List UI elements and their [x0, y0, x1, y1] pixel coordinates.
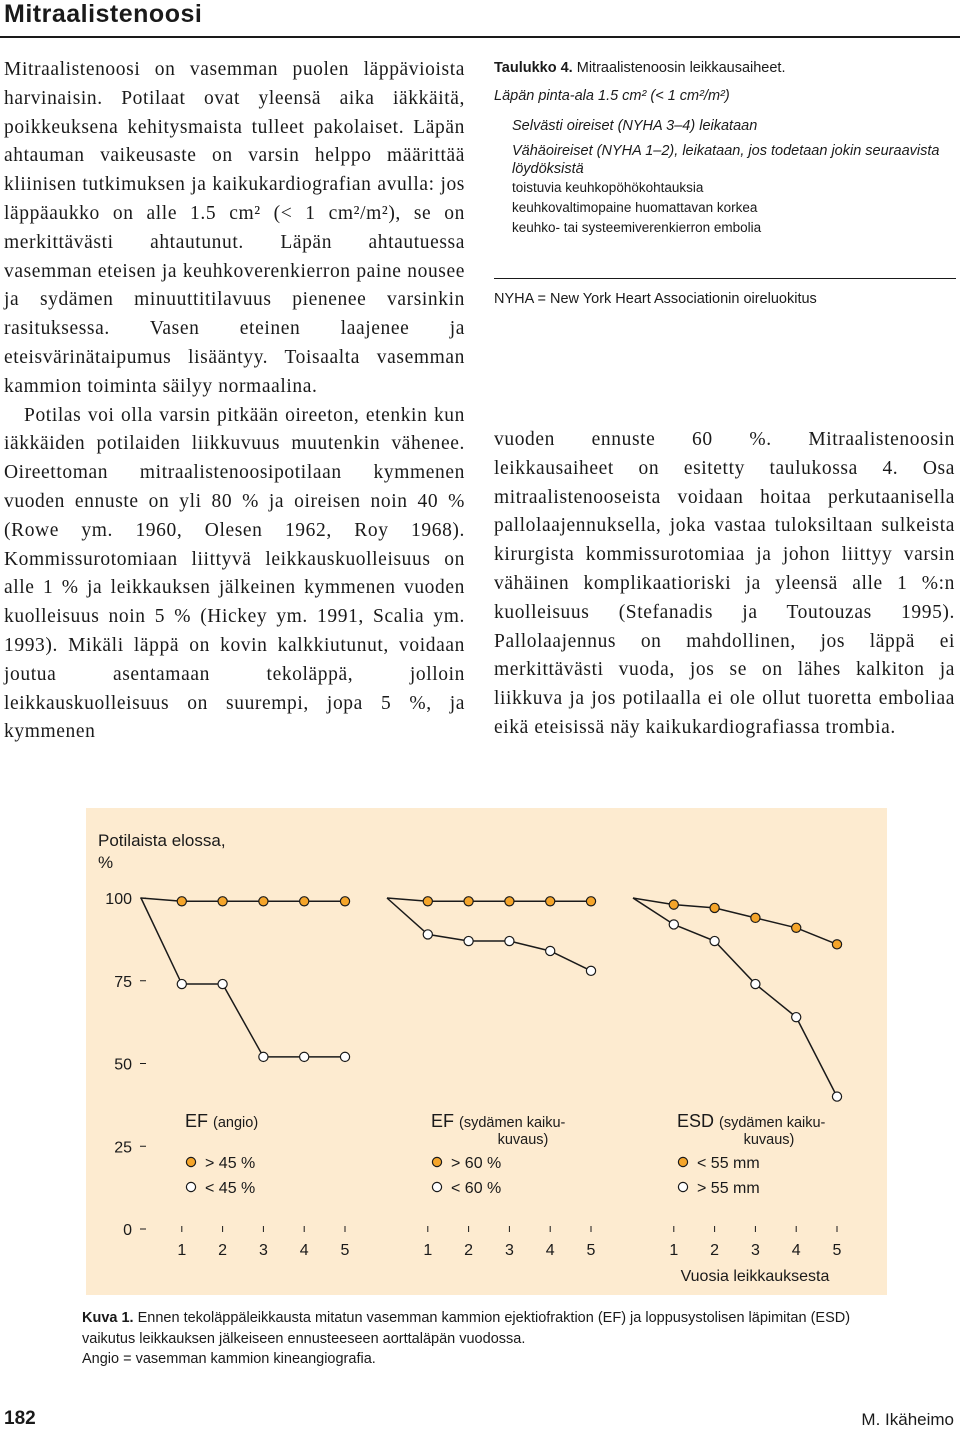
- x-tick-label: 2: [710, 1242, 720, 1259]
- x-tick-label: 4: [299, 1242, 309, 1259]
- table-heading: Läpän pinta-ala 1.5 cm² (< 1 cm²/m²): [494, 88, 730, 104]
- left-paragraph-2: Potilas voi olla varsin pitkään oireeton, etenkin kun iäkkäiden potilaiden liikkuvuus muutenkin vähenee. Oireettoman mitraalistenoosipotilaan kymmenen vuoden ennuste on yli 80 % ja oireisen noin 40 % (Rowe ym. 1960, Olesen 1962, Roy 1968). Kommissurotomiaan liittyvä leikkauskuolleisuus on alle 1 % ja leikkauksen jälkeinen kymmenen vuoden kuolleisuus noin 5 % (Hickey ym. 1991, Scalia ym. 1993). Mikäli läppä on kovin kalkkiutunut, voidaan joutua asentamaan tekoläppä, jolloin leikkauskuolleisuus on suurempi, jopa 5 %, ja kymmenen: [4, 404, 465, 743]
- data-point: [423, 930, 432, 939]
- y-tick-label: 0: [123, 1222, 132, 1239]
- legend-label: > 45 %: [205, 1155, 256, 1172]
- data-point: [546, 946, 555, 955]
- legend-label: < 45 %: [205, 1180, 256, 1197]
- table-subitem: toistuvia keuhkopöhökohtauksia: [512, 180, 704, 195]
- x-tick-label: 1: [423, 1242, 433, 1259]
- legend-title: EF (angio): [185, 1111, 259, 1131]
- data-point: [546, 897, 555, 906]
- data-point: [710, 903, 719, 912]
- legend-label: < 60 %: [451, 1180, 502, 1197]
- data-point: [832, 1092, 841, 1101]
- x-tick-label: 4: [545, 1242, 555, 1259]
- data-point: [586, 966, 595, 975]
- data-point: [751, 979, 760, 988]
- x-tick-label: 1: [177, 1242, 187, 1259]
- series-line: [633, 898, 837, 1097]
- figure-caption-note: Angio = vasemman kammion kineangiografia.: [82, 1351, 376, 1367]
- x-tick-label: 1: [669, 1242, 679, 1259]
- legend-marker: [678, 1157, 687, 1166]
- legend-title: kuvaus): [743, 1132, 795, 1148]
- table-row-mild: Vähäoireiset (NYHA 1–2), leikataan, jos todetaan jokin seuraavista löydöksistä: [512, 143, 940, 177]
- legend-marker: [432, 1157, 441, 1166]
- table-caption-text: Mitraalistenoosin leikkausaiheet.: [576, 60, 786, 76]
- table-subitem: keuhko- tai systeemiverenkierron embolia: [512, 220, 762, 235]
- data-point: [259, 897, 268, 906]
- x-tick-label: 3: [258, 1242, 268, 1259]
- x-tick-label: 5: [586, 1242, 596, 1259]
- data-point: [792, 1013, 801, 1022]
- data-point: [259, 1052, 268, 1061]
- figure-caption: [82, 1308, 882, 1370]
- legend-label: < 55 mm: [697, 1155, 760, 1172]
- legend-marker: [678, 1182, 687, 1191]
- legend-label: > 60 %: [451, 1155, 502, 1172]
- y-tick-label: 75: [114, 973, 132, 991]
- data-point: [505, 936, 514, 945]
- table-subitem: keuhkovaltimopaine huomattavan korkea: [512, 200, 758, 215]
- author-name: M. Ikäheimo: [861, 1410, 954, 1429]
- data-point: [300, 1052, 309, 1061]
- x-tick-label: 2: [464, 1242, 474, 1259]
- legend-title: ESD (sydämen kaiku-: [677, 1111, 826, 1131]
- running-header-title: Mitraalistenoosi: [4, 0, 203, 28]
- x-tick-label: 3: [750, 1242, 760, 1259]
- data-point: [751, 913, 760, 922]
- data-point: [669, 900, 678, 909]
- table-footnote: NYHA = New York Heart Associationin oireluokitus: [494, 291, 817, 307]
- legend-title: kuvaus): [497, 1132, 549, 1148]
- x-tick-label: 2: [218, 1242, 228, 1259]
- y-tick-label: 25: [114, 1139, 132, 1157]
- page-number: 182: [4, 1408, 36, 1429]
- y-tick-label: 50: [114, 1056, 132, 1074]
- data-point: [177, 979, 186, 988]
- data-point: [710, 936, 719, 945]
- data-point: [300, 897, 309, 906]
- data-point: [218, 979, 227, 988]
- data-point: [586, 897, 595, 906]
- data-point: [505, 897, 514, 906]
- series-line: [141, 898, 345, 1057]
- legend-marker: [432, 1182, 441, 1191]
- legend-title: EF (sydämen kaiku-: [431, 1111, 566, 1131]
- x-tick-label: 3: [504, 1242, 514, 1259]
- data-point: [832, 940, 841, 949]
- series-line: [141, 898, 345, 901]
- legend-label: > 55 mm: [697, 1180, 760, 1197]
- data-point: [218, 897, 227, 906]
- legend-marker: [186, 1157, 195, 1166]
- figure-caption-text: Ennen tekoläppäleikkausta mitatun vasemman kammion ejektiofraktion (EF) ja loppusystolisen läpimitan (ESD) vaikutus leikkauksen jälkeiseen ennusteeseen aorttaläpän vuodossa.: [82, 1310, 851, 1347]
- series-line: [387, 898, 591, 971]
- table-caption-label: Taulukko 4.: [494, 60, 573, 76]
- data-point: [340, 897, 349, 906]
- data-point: [669, 920, 678, 929]
- series-line: [633, 898, 837, 944]
- data-point: [340, 1052, 349, 1061]
- x-tick-label: 5: [832, 1242, 842, 1259]
- y-axis-label: %: [98, 853, 114, 872]
- x-axis-label: Vuosia leikkauksesta: [680, 1268, 830, 1285]
- y-axis-label: Potilaista elossa,: [98, 831, 226, 850]
- series-line: [387, 898, 591, 901]
- data-point: [464, 897, 473, 906]
- right-paragraph-1: vuoden ennuste 60 %. Mitraalistenoosin leikkausaiheet on esitetty taulukossa 4. Osa mitraalistenooseista voidaan hoitaa perkutaanisella pallolaajennuksella, joka vastaa tuloksiltaan sulkeista kirurgista kommissurotomiaa ja johon liittyy varsin vähäinen komplikaatioriski ja yleensä alle 1 %:n kuolleisuus (Stefanadis ja Toutouzas 1995). Pallolaajennus on mahdollinen, jos läppä ei merkittävästi vuoda, jos se on lähes kalkiton ja liikkuva ja jos potilaalla ei ole ollut tuoretta emboliaa eikä eteisissä näy kaikukardiografiassa trombia.: [494, 429, 955, 738]
- table-row-symptomatic: Selvästi oireiset (NYHA 3–4) leikataan: [512, 118, 758, 134]
- legend-marker: [186, 1182, 195, 1191]
- data-point: [177, 897, 186, 906]
- data-point: [792, 923, 801, 932]
- y-tick-label: 100: [105, 891, 132, 908]
- x-tick-label: 5: [340, 1242, 350, 1259]
- left-paragraph-1: Mitraalistenoosi on vasemman puolen läppävioista harvinaisin. Potilaat ovat yleensä aika iäkkäitä, poikkeuksena kehitysmaista tulleet pakolaiset. Läpän ahtauman vaikeusaste on varsin helppo määrittää kliinisen tutkimuksen ja kaikukardiografian avulla: jos läppäaukko on alle 1.5 cm² (< 1 cm²/m²), se on merkittävästi ahtautunut. Läpän ahtautuessa vasemman eteisen ja keuhkoverenkierron paine nousee ja sydämen minuuttitilavuus pienenee varsinkin rasituksessa. Vasen eteinen laajenee ja eteisvärinätaipumus lisääntyy. Toisaalta vasemman kammion toiminta säilyy normaalina.: [4, 59, 465, 397]
- data-point: [423, 897, 432, 906]
- x-tick-label: 4: [791, 1242, 801, 1259]
- data-point: [464, 936, 473, 945]
- figure-caption-label: Kuva 1.: [82, 1310, 134, 1326]
